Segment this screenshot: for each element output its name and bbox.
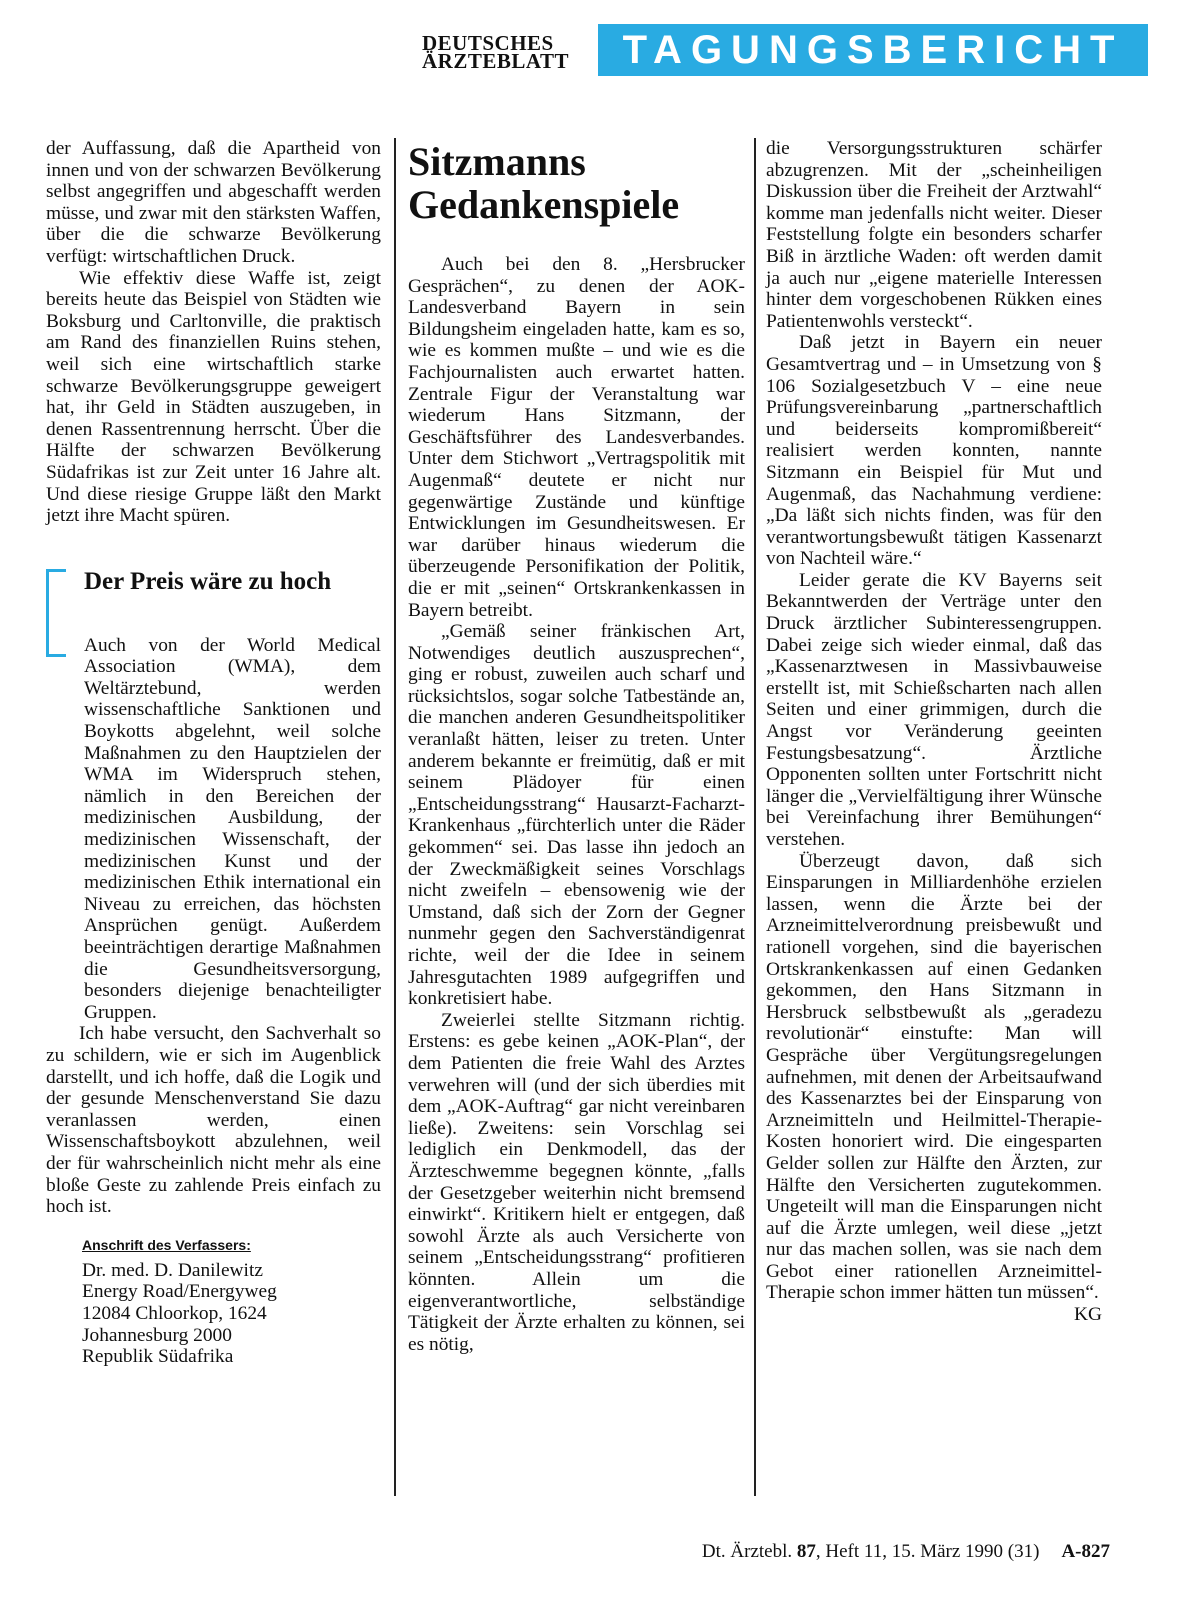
paragraph: der Auffassung, daß die Apartheid von innen und von der schwarzen Bevölkerung selbst angegriffen und abgeschafft werden müsse, und zwar mit den stärksten Waffen, über die die schwarze Bevölkerung verfügt: wirtschaftlichen Druck. — [46, 138, 381, 267]
bracket-icon — [46, 569, 66, 657]
paragraph: Zweierlei stellte Sitzmann richtig. Erstens: es gebe keinen „AOK-Plan“, der dem Patienten die freie Wahl des Arztes verwehren will (und der sich überdies mit dem „AOK-Auftrag“ gar nicht vereinbaren ließe). Zweitens: sein Vorschlag sei lediglich ein Denkmodell, das der Ärzteschwemme begegnen könnte, „falls der Gesetzgeber weiterhin nicht bremsend einwirkt“. Kritikern hielt er entgegen, daß sowohl Ärzte als auch Versicherte von seinem „Entscheidungsstrang“ profitieren könnten. Allein um die eigenverantwortliche, selbständige Tätigkeit der Ärzte erhalten zu können, sei es nötig, — [408, 1009, 745, 1355]
paragraph: die Versorgungsstrukturen schärfer abzugrenzen. Mit der „scheinheiligen Diskussion über die Freiheit der Arztwahl“ komme man jedenfalls nicht weiter. Dieser Feststellung folgte ein besonders scharfer Biß in ärztliche Waden: oft werden damit ja auch nur „eigene materielle Interessen hinter dem vorgeschobenen Rükken eines Patientenwohls versteckt“. — [766, 138, 1102, 332]
address-line: Johannesburg 2000 — [82, 1324, 232, 1346]
address-label: Anschrift des Verfassers: — [82, 1236, 251, 1253]
journal-name: Dt. Ärztebl. — [701, 1541, 797, 1562]
section-banner: TAGUNGSBERICHT — [598, 24, 1148, 76]
volume-number: 87 — [796, 1541, 816, 1562]
column-3 — [766, 138, 1102, 1326]
page-footer — [608, 1540, 1110, 1564]
logo-line-1: DEUTSCHES — [422, 31, 554, 55]
author-address — [46, 1260, 381, 1368]
subheading-block — [46, 567, 381, 627]
subheading: Der Preis wäre zu hoch — [84, 567, 332, 595]
paragraph: Wie effektiv diese Waffe ist, zeigt bereits heute das Beispiel von Städten wie Boksburg und Carltonville, die praktisch am Rand des finanziellen Ruins stehen, weil sich eine wirtschaftlich starke schwarze Bevölkerungsgruppe geweigert hat, ihr Geld in Städten auszugeben, in denen Rassentrennung herrscht. Über die Hälfte der schwarzen Bevölkerung Südafrikas ist zur Zeit unter 16 Jahre alt. Und diese riesige Gruppe läßt den Markt jetzt ihre Macht spüren. — [46, 267, 381, 527]
paragraph: Auch von der World Medical Association (WMA), dem Weltärztebund, werden wissenschaftliche Sanktionen und Boykotts abgelehnt, weil solche Maßnahmen zu den Hauptzielen der WMA im Widerspruch stehen, nämlich in den Bereichen der medizinischen Ausbildung, der medizinischen Wissenschaft, der medizinischen Kunst und der medizinischen Ethik international ein Niveau zu erreichen, das höchsten Ansprüchen genügt. Außerdem beeinträchtigen derartige Maßnahmen die Gesundheitsversorgung, besonders diejenige benachteiligter Gruppen. — [84, 634, 381, 1023]
issue-date: , Heft 11, 15. März 1990 (31) — [815, 1541, 1040, 1562]
masthead — [422, 24, 1148, 80]
address-line: Republik Südafrika — [82, 1346, 234, 1368]
address-line: Energy Road/Energyweg — [82, 1281, 277, 1303]
paragraph: Auch bei den 8. „Hersbrucker Gesprächen“, zu denen der AOK-Landesverband Bayern in sein Bildungsheim eingeladen hatte, kam es so, wie es kommen mußte – und wie es die Fachjournalisten auch erwartet hatten. Zentrale Figur der Veranstaltung war wiederum Hans Sitzmann, der Geschäftsführer des Landesverbandes. Unter dem Stichwort „Vertragspolitik mit Augenmaß“ deutete er nicht nur gegenwärtige Zustände und künftige Entwicklungen im Gesundheitswesen. Er war darüber hinaus wiederum die überzeugende Personifikation der Politik, die er mit „seinen“ Ortskrankenkassen in Bayern betreibt. — [408, 254, 745, 621]
page-number: A-827 — [1061, 1541, 1110, 1562]
column-divider — [394, 138, 396, 1496]
address-line: 12084 Chloorkop, 1624 — [82, 1302, 267, 1324]
paragraph: Leider gerate die KV Bayerns seit Bekanntwerden der Verträge unter den Druck ärztlicher Subinteressengruppen. Dabei zeige sich wieder einmal, daß das „Kassenarztwesen in Massivbauweise erstellt ist, mit Schießscharten nach allen Seiten und einer grimmigen, durch die Angst vor Veränderung geeinten Festungsbesatzung“. Ärztliche Opponenten sollten unter Fortschritt nicht länger die „Vervielfältigung ihrer Wünsche bei Vereinfachung ihrer Bemühungen“ verstehen. — [766, 569, 1102, 850]
logo-line-2: ÄRZTEBLATT — [422, 49, 569, 73]
column-1 — [46, 138, 381, 1368]
author-signature: KG — [1073, 1304, 1102, 1326]
paragraph: Ich habe versucht, den Sachverhalt so zu schildern, wie er sich im Augenblick darstellt, und ich hoffe, daß die Logik und der gesunde Menschenverstand Sie dazu veranlassen werden, einen Wissenschaftsboykott abzulehnen, weil der für wahrscheinlich nicht mehr als eine bloße Geste zu zahlende Preis einfach zu hoch ist. — [46, 1023, 381, 1218]
column-2 — [408, 140, 745, 1355]
column-divider — [754, 138, 756, 1496]
article-headline: Sitzmanns Gedankenspiele — [408, 139, 680, 227]
paragraph: Überzeugt davon, daß sich Einsparungen in Milliardenhöhe erzielen lassen, wenn die Ärzte bei der Arzneimittelverordnung preisbewußt und rationell vorgehen, sind die bayerischen Ortskrankenkassen auf einen Gedanken gekommen, den Hans Sitzmann in Hersbruck selbstbewußt als „geradezu revolutionär“ einstufte: Man will Gespräche über Vergütungsregelungen aufnehmen, mit denen der Arbeitsaufwand des Kassenarztes bei der Einsparung von Arzneimitteln und Heilmittel-Therapie-Kosten honoriert wird. Die eingesparten Gelder sollen zur Hälfte den Ärzten, zur Hälfte den Versicherten zugutekommen. Ungeteilt will man die Einsparungen nicht auf die Ärzte umlegen, weil diese „jetzt nur das machen sollen, was sie nach dem Gebot einer rationellen Arzneimittel-Therapie schon immer hätten tun müssen“. — [766, 850, 1102, 1304]
paragraph: „Gemäß seiner fränkischen Art, Notwendiges deutlich auszusprechen“, ging er robust, zuweilen auch scharf und rücksichtslos, sogar solche Tatbestände an, die manchen anderen Gesundheitspolitiker veranlaßt hätten, leiser zu treten. Unter anderem bekannte er freimütig, daß er mit seinem Plädoyer für einen „Entscheidungsstrang“ Hausarzt-Facharzt-Krankenhaus „fürchterlich unter die Räder gekommen“ sei. Das lasse ihn jedoch an der Zweckmäßigkeit seines Vorschlags nicht zweifeln – ebensowenig wie der Umstand, daß sich der Zorn der Gegner nunmehr gegen den Sachverständigenrat richte, weil der die Idee in seinem Jahresgutachten 1989 aufgegriffen und konkretisiert habe. — [408, 621, 745, 1010]
paragraph: Daß jetzt in Bayern ein neuer Gesamtvertrag und – in Umsetzung von § 106 Sozialgesetzbuch V – eine neue Prüfungsvereinbarung „partnerschaftlich und beiderseits kompromißbereit“ realisiert werden konnten, nannte Sitzmann ein Beispiel für Mut und Augenmaß, das Nachahmung verdiene: „Da läßt sich nichts finden, was für den verantwortungsbewußt tätigen Kassenarzt von Nachteil wäre.“ — [766, 332, 1102, 570]
address-line: Dr. med. D. Danilewitz — [82, 1259, 263, 1281]
journal-logo — [422, 31, 594, 73]
